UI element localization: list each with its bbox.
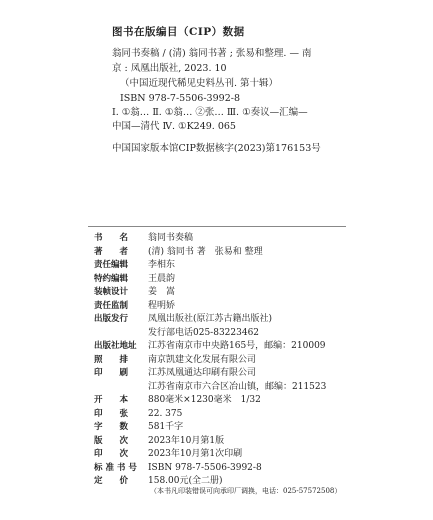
info-label: 标 准 书 号 xyxy=(94,462,137,473)
cip-line: （中国近现代稀见史料丛刊. 第十辑） xyxy=(120,78,279,89)
cip-line: 翁同书奏稿 / (清) 翁同书著 ; 张易和整理. — 南 xyxy=(112,48,312,59)
info-value: 2023年10月第1次印刷 xyxy=(148,449,243,459)
info-label: 印 张 xyxy=(94,408,129,419)
cip-line: ISBN 978-7-5506-3992-8 xyxy=(120,93,240,104)
cip-classification: Ⅰ. ①翁… Ⅱ. ①翁… ②张… Ⅲ. ①奏议—汇编— xyxy=(112,107,308,118)
info-value: 姜 嵩 xyxy=(148,287,176,297)
info-value: 王晨韵 xyxy=(148,273,176,284)
divider xyxy=(88,226,346,227)
info-label: 字 数 xyxy=(94,422,129,432)
cip-line: 京 : 凤凰出版社, 2023. 10 xyxy=(112,63,227,74)
info-label: 特约编辑 xyxy=(94,273,129,284)
info-label: 责任编辑 xyxy=(94,260,129,270)
info-label: 书 名 xyxy=(94,233,129,243)
info-value: 158.00元(全二册) xyxy=(148,476,223,486)
info-label: 照 排 xyxy=(94,354,129,365)
info-label: 开 本 xyxy=(94,395,129,405)
info-label: 印 刷 xyxy=(94,368,129,378)
info-value: ISBN 978-7-5506-3992-8 xyxy=(148,462,262,473)
info-value: 南京凯建文化发展有限公司 xyxy=(148,354,257,365)
info-label: 责任监制 xyxy=(94,300,129,311)
cip-core-number: 中国国家版本馆CIP数据核字(2023)第176153号 xyxy=(112,143,321,154)
info-label: 著 者 xyxy=(94,246,129,257)
info-value: 凤凰出版社(原江苏古籍出版社) xyxy=(148,314,273,324)
info-value: 发行部电话025-83223462 xyxy=(148,327,260,338)
info-label: 定 价 xyxy=(94,476,129,486)
info-value: 880毫米×1230毫米 1/32 xyxy=(148,395,261,405)
cip-title: 图书在版编目（CIP）数据 xyxy=(112,26,245,38)
info-value: 江苏省南京市中央路165号，邮编：210009 xyxy=(148,341,326,351)
info-value: 翁同书奏稿 xyxy=(148,233,194,243)
info-value: 江苏省南京市六合区冶山镇，邮编：211523 xyxy=(148,381,327,392)
info-label: 版 次 xyxy=(94,435,129,446)
info-label: 出版社地址 xyxy=(94,341,137,351)
info-label: 印 次 xyxy=(94,449,129,459)
footnote: （本书凡印装错误可向承印厂调换，电话：025-57572508） xyxy=(150,487,342,495)
info-label: 出版发行 xyxy=(94,314,129,324)
info-value: 李相东 xyxy=(148,260,176,270)
cip-classification: 中国—清代 Ⅳ. ①K249. 065 xyxy=(112,121,236,132)
info-label: 装帧设计 xyxy=(94,287,129,297)
info-value: 程明娇 xyxy=(148,300,176,311)
info-value: 江苏凤凰通达印刷有限公司 xyxy=(148,368,257,378)
info-value: 2023年10月第1版 xyxy=(148,435,225,446)
info-value: (清) 翁同书 著 张易和 整理 xyxy=(148,246,263,257)
info-value: 581千字 xyxy=(148,422,184,432)
info-value: 22. 375 xyxy=(148,408,183,419)
